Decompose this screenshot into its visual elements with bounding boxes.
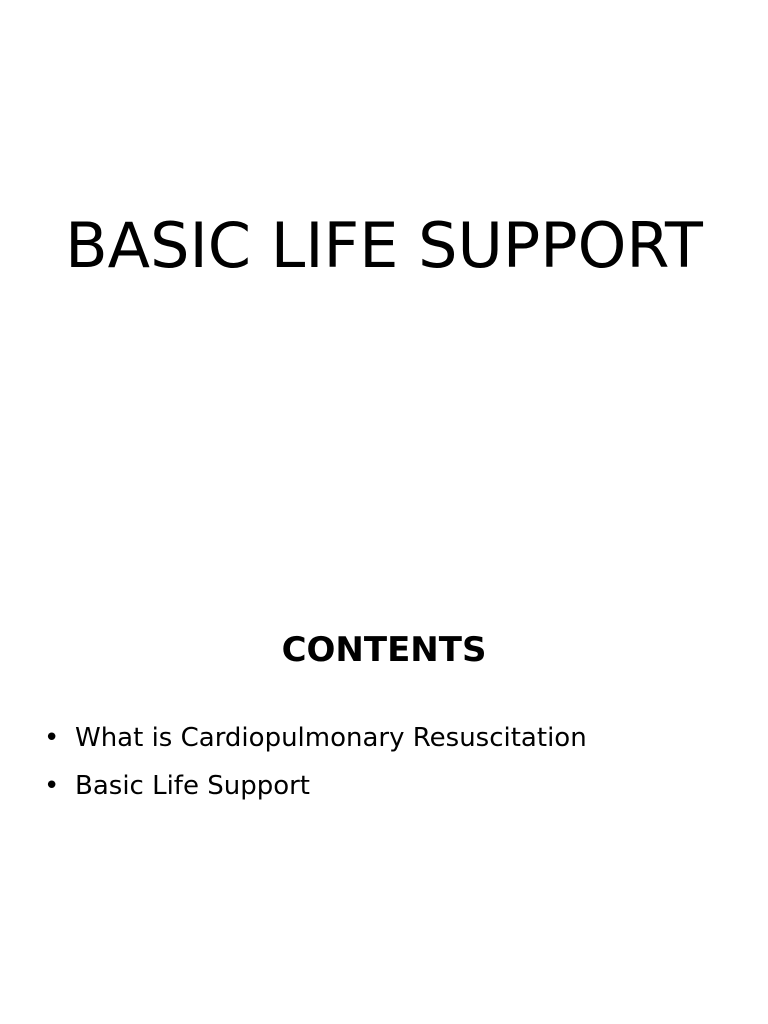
contents-heading: CONTENTS [281,630,487,670]
bullet-icon: • [44,771,60,801]
slide-title: BASIC LIFE SUPPORT [65,209,703,282]
list-item-text: What is Cardiopulmonary Resuscitation [75,723,587,753]
bullet-icon: • [44,723,60,753]
contents-list [44,714,744,810]
list-item [44,714,744,762]
list-item-text: Basic Life Support [75,771,311,801]
list-item [44,762,744,810]
